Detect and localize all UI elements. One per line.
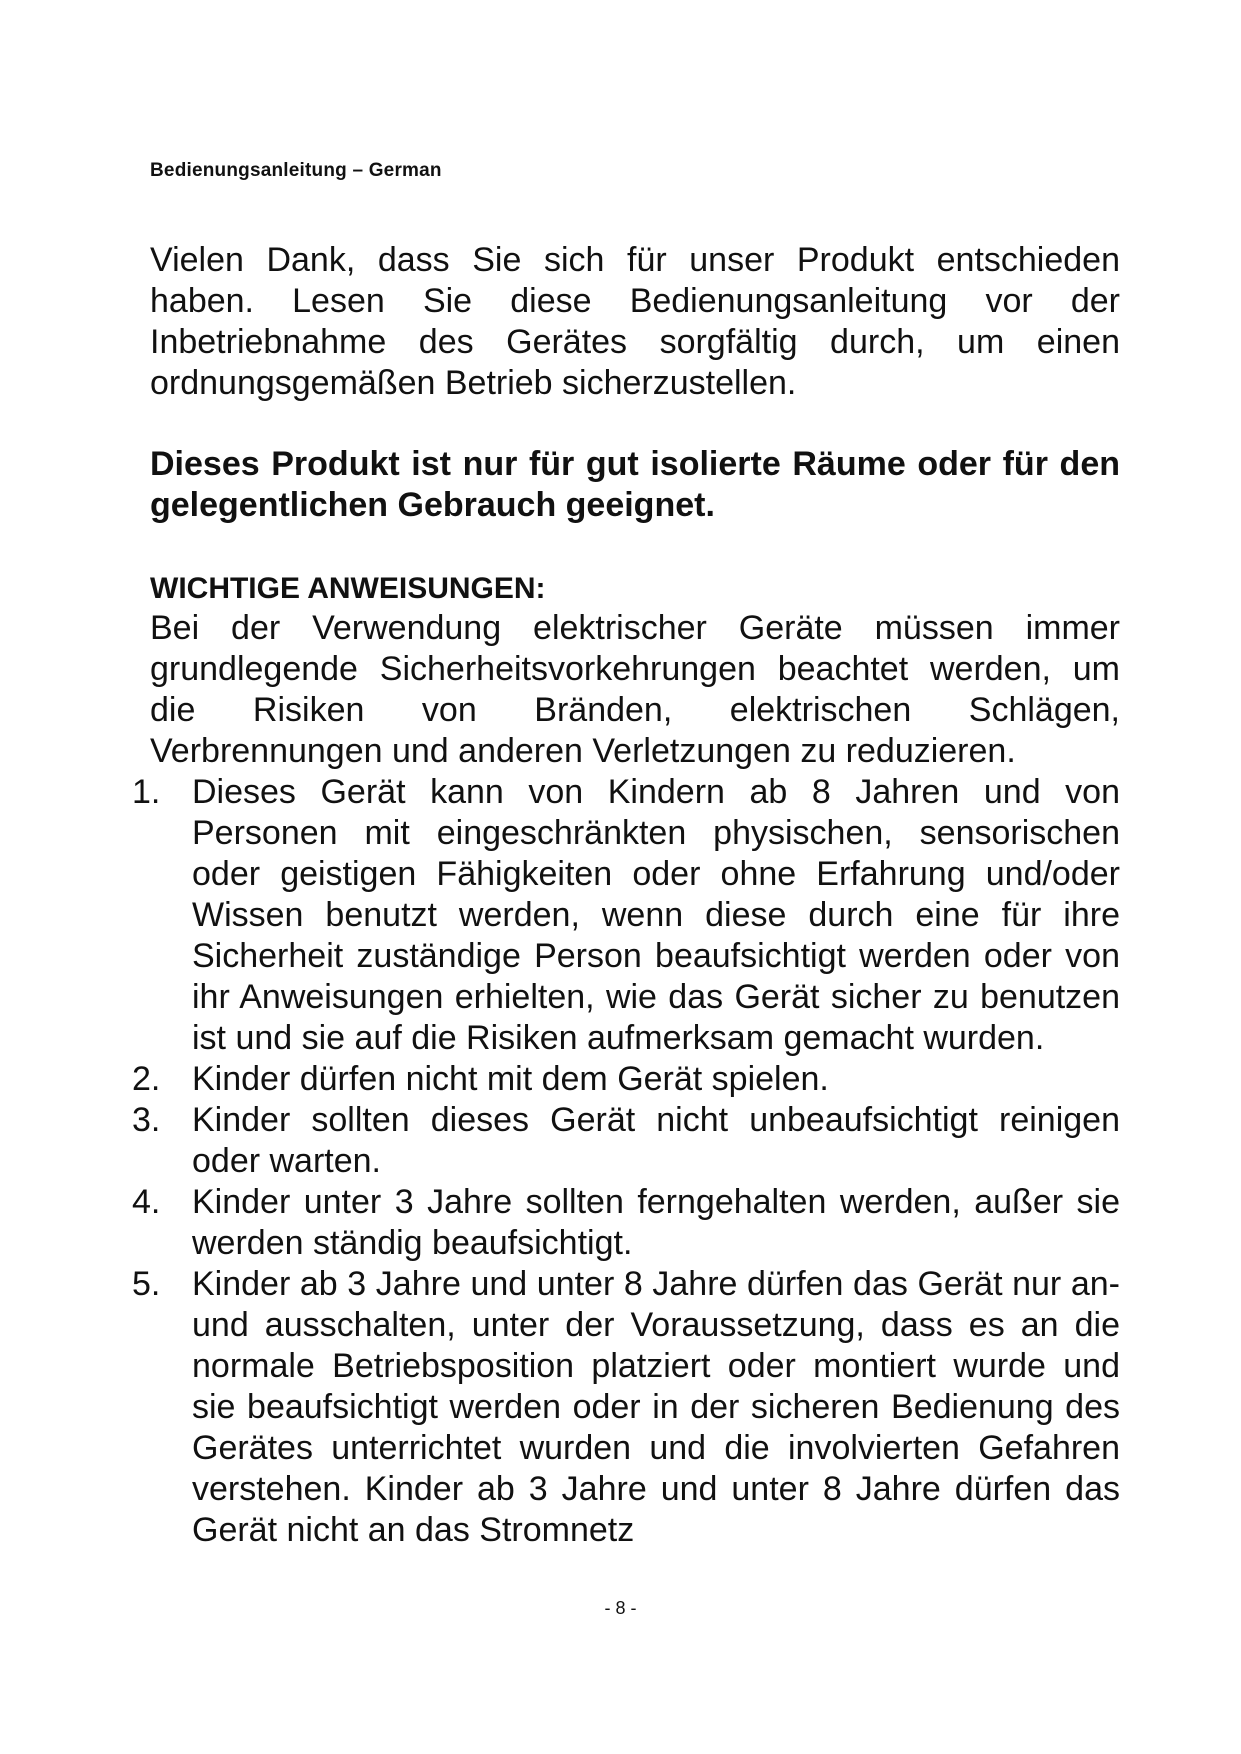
list-item-number: 5. [132, 1265, 161, 1303]
document-header: Bedienungsanleitung – German [150, 160, 442, 181]
instruction-list [120, 772, 1120, 1551]
list-item-number: 4. [132, 1183, 161, 1221]
list-item-text: Kinder sollten dieses Gerät nicht unbeaufsichtigt reinigen oder warten. [192, 1101, 1120, 1180]
list-item-number: 2. [132, 1060, 161, 1098]
list-item-text: Kinder unter 3 Jahre sollten ferngehalten werden, außer sie werden ständig beaufsichtigt. [192, 1183, 1120, 1262]
list-item [120, 1264, 1120, 1551]
list-item-text: Dieses Gerät kann von Kindern ab 8 Jahren und von Personen mit eingeschränkten physischen, sensorischen oder geistigen Fähigkeiten oder ohne Erfahrung und/oder Wissen benutzt werden, wenn diese durch eine für ihre Sicherheit zuständige Person beaufsichtigt werden oder von ihr Anweisungen erhielten, wie das Gerät sicher zu benutzen ist und sie auf die Risiken aufmerksam gemacht wurden. [192, 773, 1120, 1057]
page-number: - 8 - [604, 1598, 637, 1618]
list-item [120, 1182, 1120, 1264]
list-item [120, 772, 1120, 1059]
list-item [120, 1100, 1120, 1182]
list-item-number: 1. [132, 773, 161, 811]
safety-intro-paragraph: Bei der Verwendung elektrischer Geräte müssen immer grundlegende Sicherheitsvorkehrungen beachtet werden, um die Risiken von Bränden, elektrischen Schlägen, Verbrennungen und anderen Verletzungen zu reduzieren. [150, 609, 1120, 770]
list-item-number: 3. [132, 1101, 161, 1139]
list-item [120, 1059, 1120, 1100]
intro-paragraph: Vielen Dank, dass Sie sich für unser Produkt entschieden haben. Lesen Sie diese Bedienungsanleitung vor der Inbetriebnahme des Gerätes sorgfältig durch, um einen ordnungsgemäßen Betrieb sicherzustellen. [150, 241, 1120, 402]
list-item-text: Kinder ab 3 Jahre und unter 8 Jahre dürfen das Gerät nur an- und ausschalten, unter der Voraussetzung, dass es an die normale Betriebsposition platziert oder montiert wurde und sie beaufsichtigt werden oder in der sicheren Bedienung des Gerätes unterrichtet wurden und die involvierten Gefahren verstehen. Kinder ab 3 Jahre und unter 8 Jahre dürfen das Gerät nicht an das Stromnetz [192, 1265, 1120, 1549]
suitability-warning: Dieses Produkt ist nur für gut isolierte Räume oder für den gelegentlichen Gebrauch geeignet. [150, 445, 1120, 524]
section-title: WICHTIGE ANWEISUNGEN: [150, 572, 546, 605]
list-item-text: Kinder dürfen nicht mit dem Gerät spielen. [192, 1060, 829, 1098]
